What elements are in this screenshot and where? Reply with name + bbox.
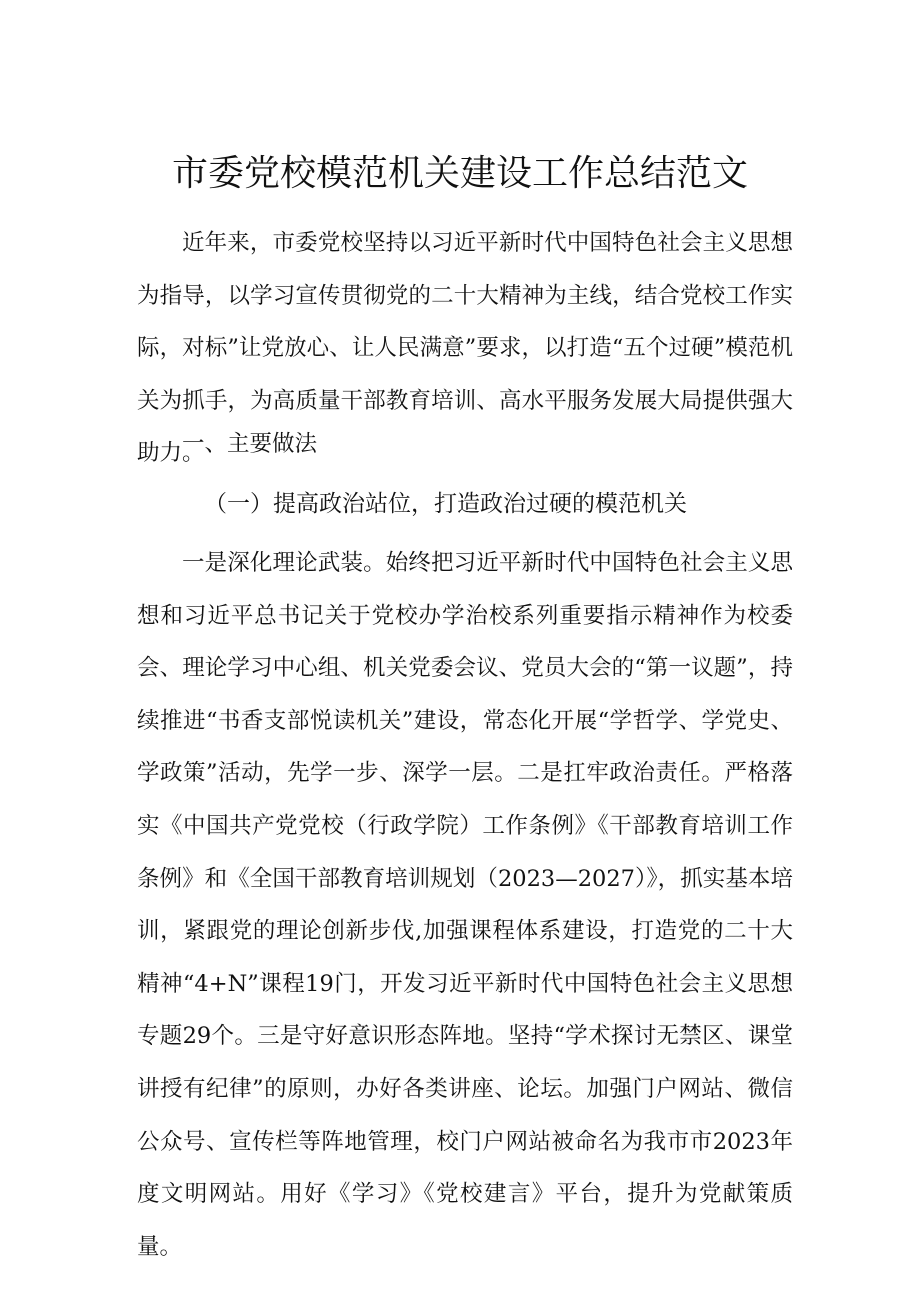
section-heading: 一、主要做法 xyxy=(182,431,318,457)
document-title: 市委党校模范机关建设工作总结范文 xyxy=(171,153,748,194)
subsection-heading: （一）提高政治站位，打造政治过硬的模范机关 xyxy=(204,491,687,517)
body-paragraph: 一是深化理论武装。始终把习近平新时代中国特色社会主义思想和习近平总书记关于党校办学治校系列重要指示精神作为校委会、理论学习中心组、机关党委会议、党员大会的“第一议题”，持续推进“书香支部悦读机关”建设，常态化开展“学哲学、学党史、学政策”活动，先学一步、深学一层。二是扛牢政治责任。严格落实《中国共产党党校（行政学院）工作条例》《干部教育培训工作条例》和《全国干部教育培训规划（2023—2027）》，抓实基本培训，紧跟党的理论创新步伐,加强课程体系建设，打造党的二十大精神“4+N”课程19门，开发习近平新时代中国特色社会主义思想专题29个。三是守好意识形态阵地。坚持“学术探讨无禁区、课堂讲授有纪律”的原则，办好各类讲座、论坛。加强门户网站、微信公众号、宣传栏等阵地管理，校门户网站被命名为我市市2023年度文明网站。用好《学习》《党校建言》平台，提升为党献策质量。 xyxy=(137,550,793,1260)
intro-paragraph: 近年来，市委党校坚持以习近平新时代中国特色社会主义思想为指导，以学习宣传贯彻党的二十大精神为主线，结合党校工作实际，对标”让党放心、让人民满意”要求，以打造“五个过硬”模范机关为抓手，为高质量干部教育培训、高水平服务发展大局提供强大助力。 xyxy=(137,230,793,467)
